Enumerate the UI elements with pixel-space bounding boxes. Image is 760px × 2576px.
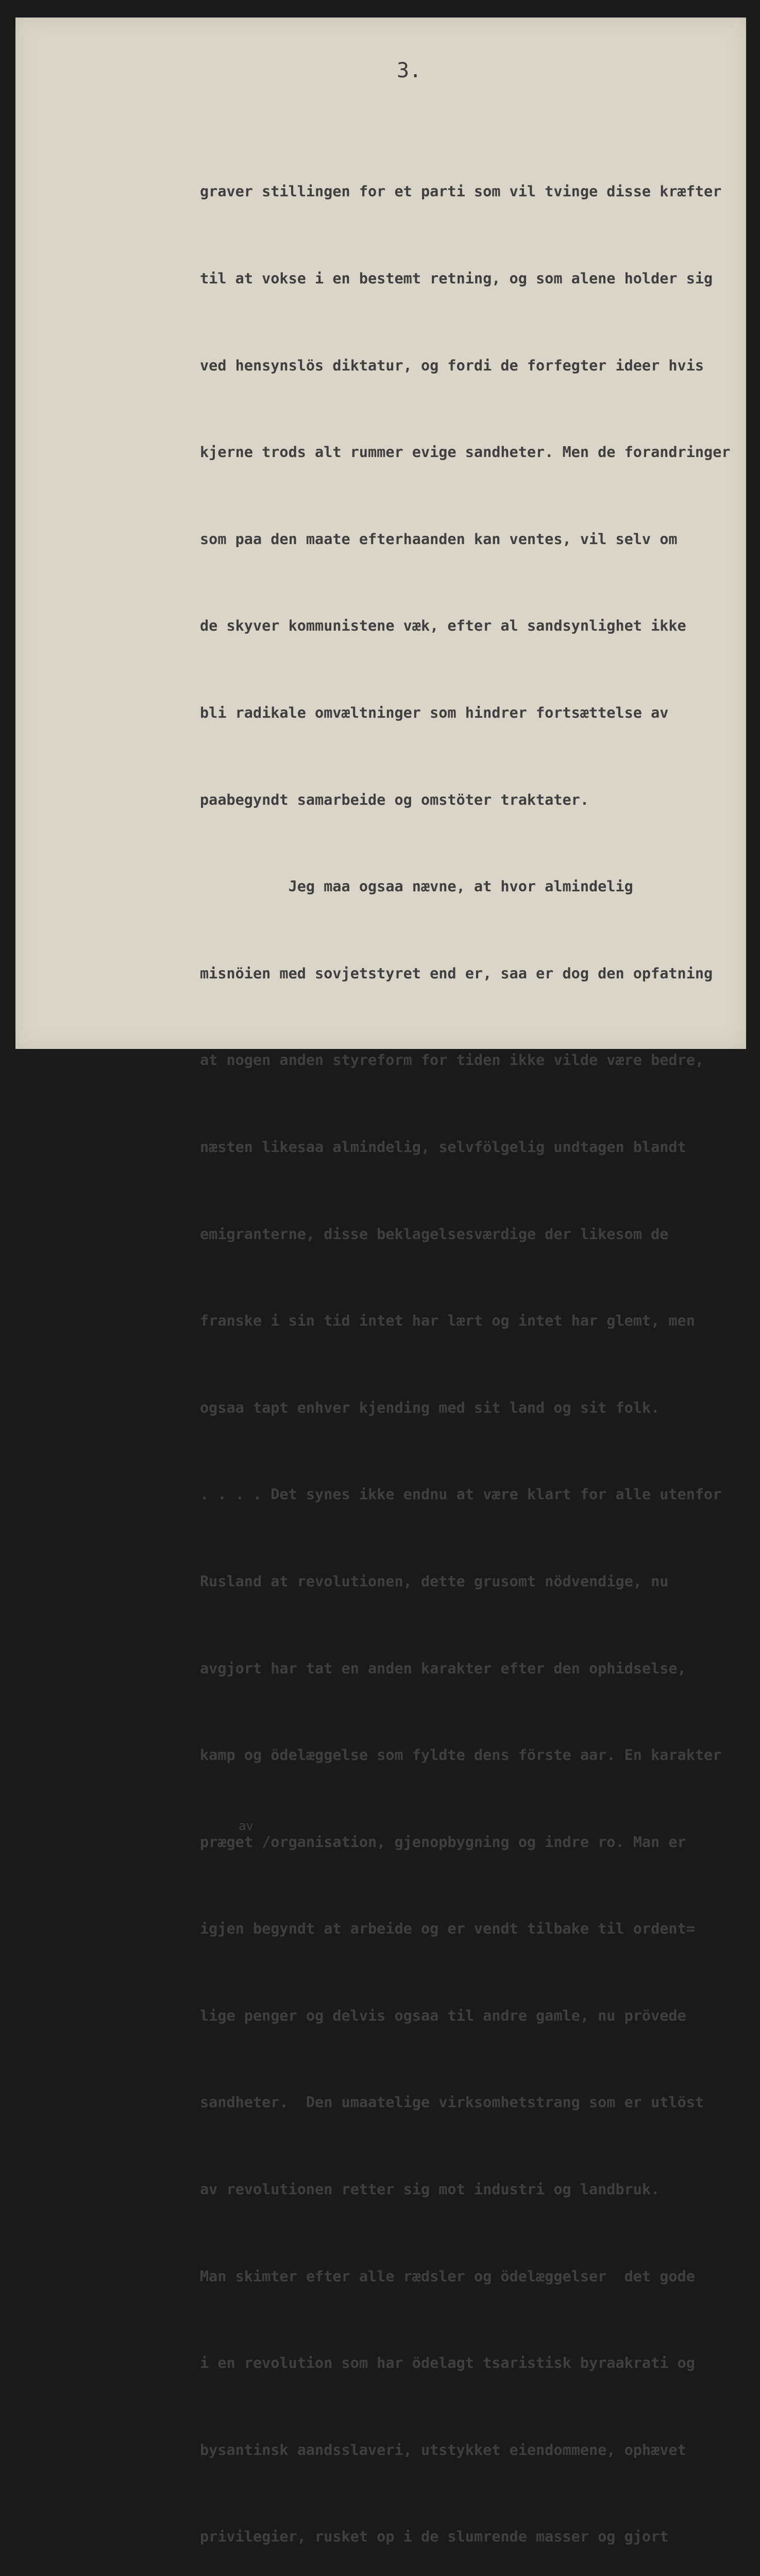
text-line: bli radikale omvæltninger som hindrer fortsættelse av <box>200 704 669 721</box>
document-page <box>15 18 746 2546</box>
text-line: til at vokse i en bestemt retning, og som alene holder sig <box>200 270 713 287</box>
text-line: paabegyndt samarbeide og omstöter traktater. <box>200 791 589 808</box>
text-line-content: præget /organisation, gjenopbygning og indre ro. Man er <box>200 1833 686 1851</box>
text-line: ogsaa tapt enhver kjending med sit land og sit folk. <box>200 1399 660 1416</box>
text-line: i en revolution som har ödelagt tsaristisk byraakrati og <box>200 2354 695 2372</box>
text-line: Man skimter efter alle rædsler og ödelæggelser det gode <box>200 2267 695 2285</box>
text-line: franske i sin tid intet har lært og intet har glemt, men <box>200 1312 695 1330</box>
body-text <box>200 120 746 2576</box>
text-line: lige penger og delvis ogsaa til andre gamle, nu prövede <box>200 2007 686 2024</box>
text-line: kjerne trods alt rummer evige sandheter. Men de forandringer <box>200 444 731 461</box>
text-line: de skyver kommunistene væk, efter al sandsynlighet ikke <box>200 617 686 635</box>
text-line: emigranterne, disse beklagelsesværdige der likesom de <box>200 1225 669 1243</box>
page-number: 3. <box>397 59 422 82</box>
text-line: ved hensynslös diktatur, og fordi de forfegter ideer hvis <box>200 357 704 374</box>
text-line: . . . . Det synes ikke endnu at være klart for alle utenfor <box>200 1486 722 1503</box>
text-line: bysantinsk aandsslaveri, utstykket eiendommene, ophævet <box>200 2441 686 2459</box>
text-line: at nogen anden styreform for tiden ikke vilde være bedre, <box>200 1052 704 1069</box>
text-line: privilegier, rusket op i de slumrende masser og gjort <box>200 2528 669 2546</box>
text-line: sandheter. Den umaatelige virksomhetstrang som er utlöst <box>200 2094 704 2111</box>
text-line: Jeg maa ogsaa nævne, at hvor almindelig <box>200 878 633 895</box>
text-line: næsten likesaa almindelig, selvfölgelig undtagen blandt <box>200 1138 686 1156</box>
text-line: som paa den maate efterhaanden kan ventes, vil selv om <box>200 530 678 548</box>
text-line: misnöien med sovjetstyret end er, saa er dog den opfatning <box>200 964 713 982</box>
text-line: avgjort har tat en anden karakter efter den ophidselse, <box>200 1659 686 1677</box>
text-line: Rusland at revolutionen, dette grusomt nödvendige, nu <box>200 1572 669 1590</box>
text-line: igjen begyndt at arbeide og er vendt tilbake til ordent= <box>200 1920 695 1938</box>
text-line-with-insert <box>200 1818 746 1857</box>
text-line: graver stillingen for et parti som vil tvinge disse kræfter <box>200 183 722 200</box>
interlinear-insert: av <box>239 1818 254 1833</box>
text-line: kamp og ödelæggelse som fyldte dens förste aar. En karakter <box>200 1747 722 1764</box>
text-line: av revolutionen retter sig mot industri og landbruk. <box>200 2181 660 2198</box>
